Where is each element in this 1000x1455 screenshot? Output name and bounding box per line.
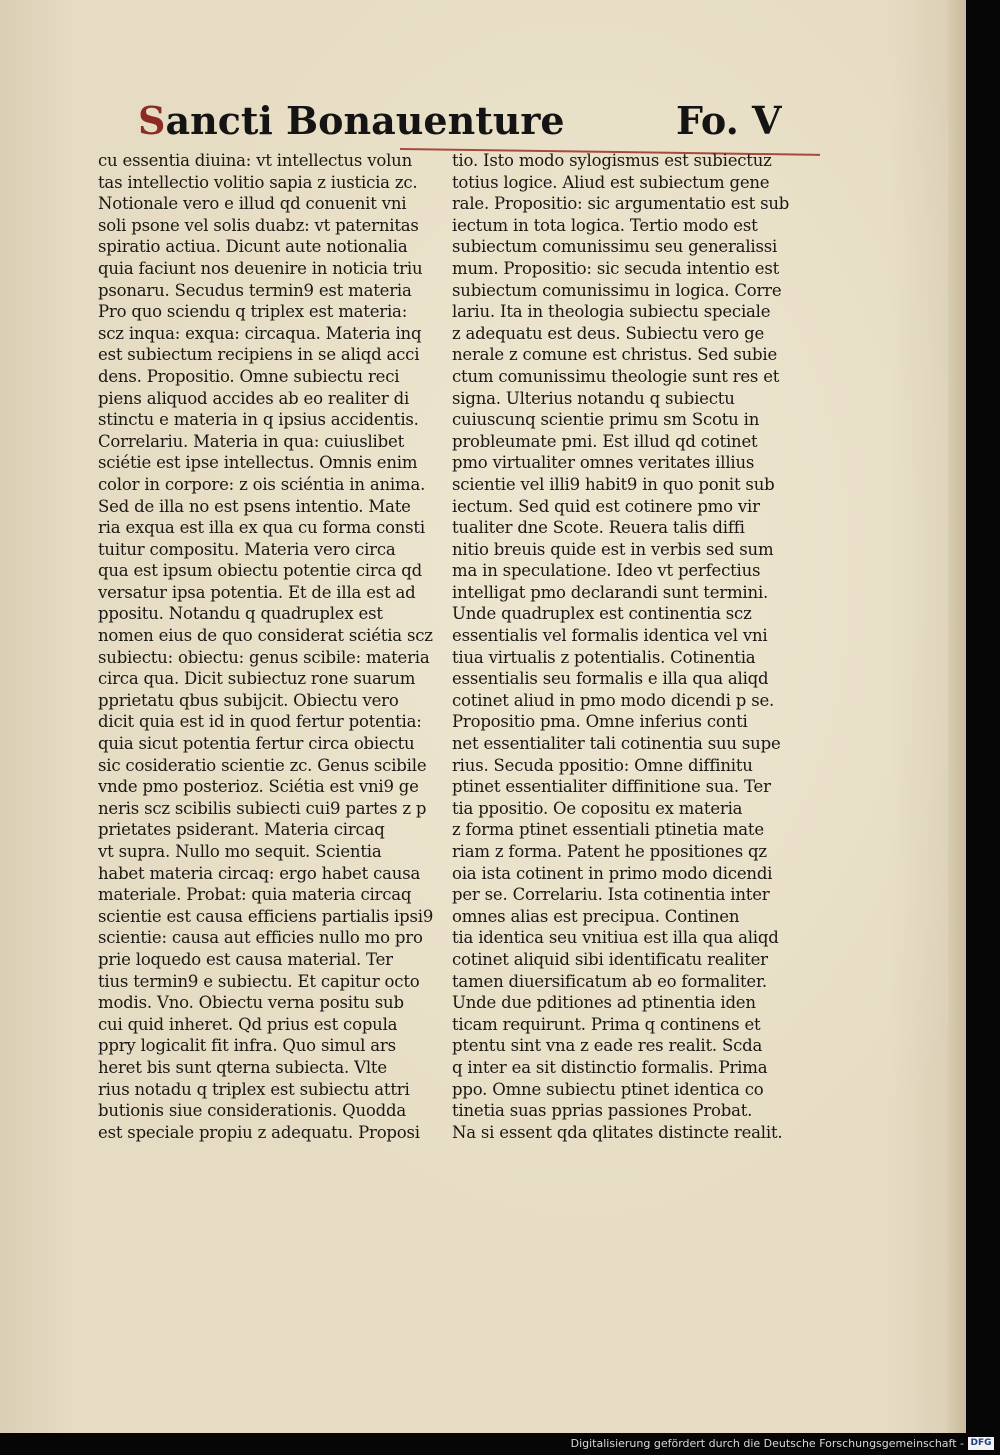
- running-title: [138, 98, 565, 143]
- text-line: qua est ipsum obiectu potentie circa qd: [98, 561, 422, 581]
- text-line: sic cosideratio scientie zc. Genus scibile: [98, 755, 427, 775]
- text-line: essentialis seu formalis e illa qua aliqd: [452, 669, 769, 689]
- text-line: materiale. Probat: quia materia circaq: [98, 885, 412, 905]
- text-line: omnes alias est precipua. Continen: [452, 906, 740, 926]
- funding-credit: Digitalisierung gefördert durch die Deutsche Forschungsgemeinschaft -: [570, 1437, 964, 1450]
- text-line: q inter ea sit distinctio formalis. Prima: [452, 1057, 768, 1077]
- text-line: stinctu e materia in q ipsius accidentis.: [98, 410, 419, 430]
- text-line: iectum. Sed quid est cotinere pmo vir: [452, 496, 760, 516]
- text-line: dicit quia est id in quod fertur potentia:: [98, 712, 422, 732]
- text-line: ptinet essentialiter diffinitione sua. Ter: [452, 777, 771, 797]
- text-line: nitio breuis quide est in verbis sed sum: [452, 539, 774, 559]
- text-line: essentialis vel formalis identica vel vni: [452, 626, 768, 646]
- text-line: nerale z comune est christus. Sed subie: [452, 345, 778, 365]
- text-line: scientie: causa aut efficies nullo mo pro: [98, 928, 423, 948]
- text-line: lariu. Ita in theologia subiectu speciale: [452, 302, 771, 322]
- text-line: ma in speculatione. Ideo vt perfectius: [452, 561, 761, 581]
- text-line: pprietatu qbus subijcit. Obiectu vero: [98, 690, 399, 710]
- text-line: nomen eius de quo considerat sciétia scz: [98, 626, 433, 646]
- text-line: ppry logicalit fit infra. Quo simul ars: [98, 1036, 396, 1056]
- text-line: ppo. Omne subiectu ptinet identica co: [452, 1079, 764, 1099]
- text-line: Propositio pma. Omne inferius conti: [452, 712, 748, 732]
- text-line: psonaru. Secudus termin9 est materia: [98, 280, 412, 300]
- text-line: tia identica seu vnitiua est illa qua aliqd: [452, 928, 779, 948]
- text-line: vt supra. Nullo mo sequit. Scientia: [98, 842, 382, 861]
- text-line: tamen diuersificatum ab eo formaliter.: [452, 971, 767, 991]
- text-line: habet materia circaq: ergo habet causa: [98, 863, 421, 883]
- text-line: subiectum comunissimu seu generalissi: [452, 237, 778, 257]
- text-line: sciétie est ipse intellectus. Omnis enim: [98, 453, 418, 473]
- text-line: neris scz scibilis subiecti cui9 partes z p: [98, 798, 427, 818]
- text-line: tius termin9 e subiectu. Et capitur octo: [98, 971, 420, 991]
- text-line: prietates psiderant. Materia circaq: [98, 820, 385, 840]
- text-line: Sed de illa no est psens intentio. Mate: [98, 496, 411, 516]
- text-line: cuiuscunq scientie primu sm Scotu in: [452, 410, 760, 430]
- page-edge: [948, 0, 966, 1433]
- text-line: pmo virtualiter omnes veritates illius: [452, 453, 755, 473]
- text-line: versatur ipsa potentia. Et de illa est ad: [98, 582, 416, 602]
- text-line: probleumate pmi. Est illud qd cotinet: [452, 431, 758, 451]
- text-line: Correlariu. Materia in qua: cuiuslibet: [98, 431, 404, 451]
- text-line: cui quid inheret. Qd prius est copula: [98, 1014, 398, 1034]
- text-line: Na si essent qda qlitates distincte realit.: [452, 1122, 783, 1142]
- text-line: tinetia suas pprias passiones Probat.: [452, 1101, 753, 1121]
- text-line: spiratio actiua. Dicunt aute notionalia: [98, 237, 408, 257]
- text-line: cu essentia diuina: vt intellectus volun: [98, 151, 413, 170]
- title-initial: S: [138, 98, 166, 143]
- text-line: subiectum comunissimu in logica. Corre: [452, 280, 782, 300]
- text-line: ria exqua est illa ex qua cu forma consti: [98, 518, 425, 538]
- text-line: circa qua. Dicit subiectuz rone suarum: [98, 669, 416, 689]
- text-line: rale. Propositio: sic argumentatio est sub: [452, 194, 790, 214]
- text-line: intelligat pmo declarandi sunt termini.: [452, 582, 769, 602]
- text-line: mum. Propositio: sic secuda intentio est: [452, 258, 780, 278]
- text-line: heret bis sunt qterna subiecta. Vlte: [98, 1057, 387, 1077]
- text-line: totius logice. Aliud est subiectum gene: [452, 172, 770, 192]
- text-line: rius. Secuda ppositio: Omne diffinitu: [452, 755, 753, 775]
- text-line: ticam requirunt. Prima q continens et: [452, 1014, 761, 1034]
- text-column-right: [452, 150, 797, 1143]
- text-line: iectum in tota logica. Tertio modo est: [452, 215, 758, 235]
- text-line: prie loquedo est causa material. Ter: [98, 949, 393, 969]
- title-text: ancti Bonauenture: [165, 98, 565, 143]
- text-line: net essentialiter tali cotinentia suu supe: [452, 734, 781, 754]
- text-line: scz inqua: exqua: circaqua. Materia inq: [98, 323, 422, 343]
- text-line: quia sicut potentia fertur circa obiectu: [98, 734, 415, 754]
- text-line: est speciale propiu z adequatu. Proposi: [98, 1122, 420, 1142]
- text-line: oia ista cotinent in primo modo dicendi: [452, 863, 773, 883]
- text-line: tuitur compositu. Materia vero circa: [98, 539, 396, 559]
- dfg-logo: DFG: [968, 1437, 994, 1450]
- text-line: butionis siue considerationis. Quodda: [98, 1101, 406, 1121]
- text-line: color in corpore: z ois sciéntia in anima.: [98, 474, 426, 494]
- text-line: ptentu sint vna z eade res realit. Scda: [452, 1036, 763, 1056]
- text-line: est subiectum recipiens in se aliqd acci: [98, 345, 420, 365]
- text-line: dens. Propositio. Omne subiectu reci: [98, 366, 400, 386]
- text-line: tas intellectio volitio sapia z iusticia zc.: [98, 172, 418, 192]
- text-line: Unde due pditiones ad ptinentia iden: [452, 993, 756, 1013]
- text-line: z forma ptinet essentiali ptinetia mate: [452, 820, 764, 840]
- folio-number: Fo. V: [676, 98, 782, 143]
- text-column-left: [98, 150, 438, 1143]
- text-line: vnde pmo posterioz. Sciétia est vni9 ge: [98, 777, 419, 797]
- text-line: tualiter dne Scote. Reuera talis diffi: [452, 518, 745, 538]
- text-line: ppositu. Notandu q quadruplex est: [98, 604, 383, 624]
- text-line: modis. Vno. Obiectu verna positu sub: [98, 993, 404, 1013]
- text-line: signa. Ulterius notandu q subiectu: [452, 388, 735, 408]
- text-line: Pro quo sciendu q triplex est materia:: [98, 302, 408, 322]
- text-line: scientie est causa efficiens partialis ipsi9: [98, 906, 434, 926]
- text-line: z adequatu est deus. Subiectu vero ge: [452, 323, 765, 343]
- text-line: tiua virtualis z potentialis. Cotinentia: [452, 647, 756, 667]
- text-line: cotinet aliud in pmo modo dicendi p se.: [452, 690, 775, 710]
- text-line: tio. Isto modo sylogismus est subiectuz: [452, 151, 772, 170]
- text-line: scientie vel illi9 habit9 in quo ponit sub: [452, 474, 775, 494]
- text-line: tia ppositio. Oe copositu ex materia: [452, 798, 743, 818]
- text-line: Unde quadruplex est continentia scz: [452, 604, 752, 624]
- text-line: riam z forma. Patent he ppositiones qz: [452, 842, 767, 861]
- text-line: ctum comunissimu theologie sunt res et: [452, 366, 780, 386]
- text-line: quia faciunt nos deuenire in noticia triu: [98, 258, 423, 278]
- text-line: piens aliquod accides ab eo realiter di: [98, 388, 410, 408]
- text-line: cotinet aliquid sibi identificatu realiter: [452, 949, 768, 969]
- text-line: subiectu: obiectu: genus scibile: materia: [98, 647, 430, 667]
- text-line: soli psone vel solis duabz: vt paternitas: [98, 215, 419, 235]
- text-line: rius notadu q triplex est subiectu attri: [98, 1079, 410, 1099]
- text-line: Notionale vero e illud qd conuenit vni: [98, 194, 407, 214]
- text-line: per se. Correlariu. Ista cotinentia inter: [452, 885, 770, 905]
